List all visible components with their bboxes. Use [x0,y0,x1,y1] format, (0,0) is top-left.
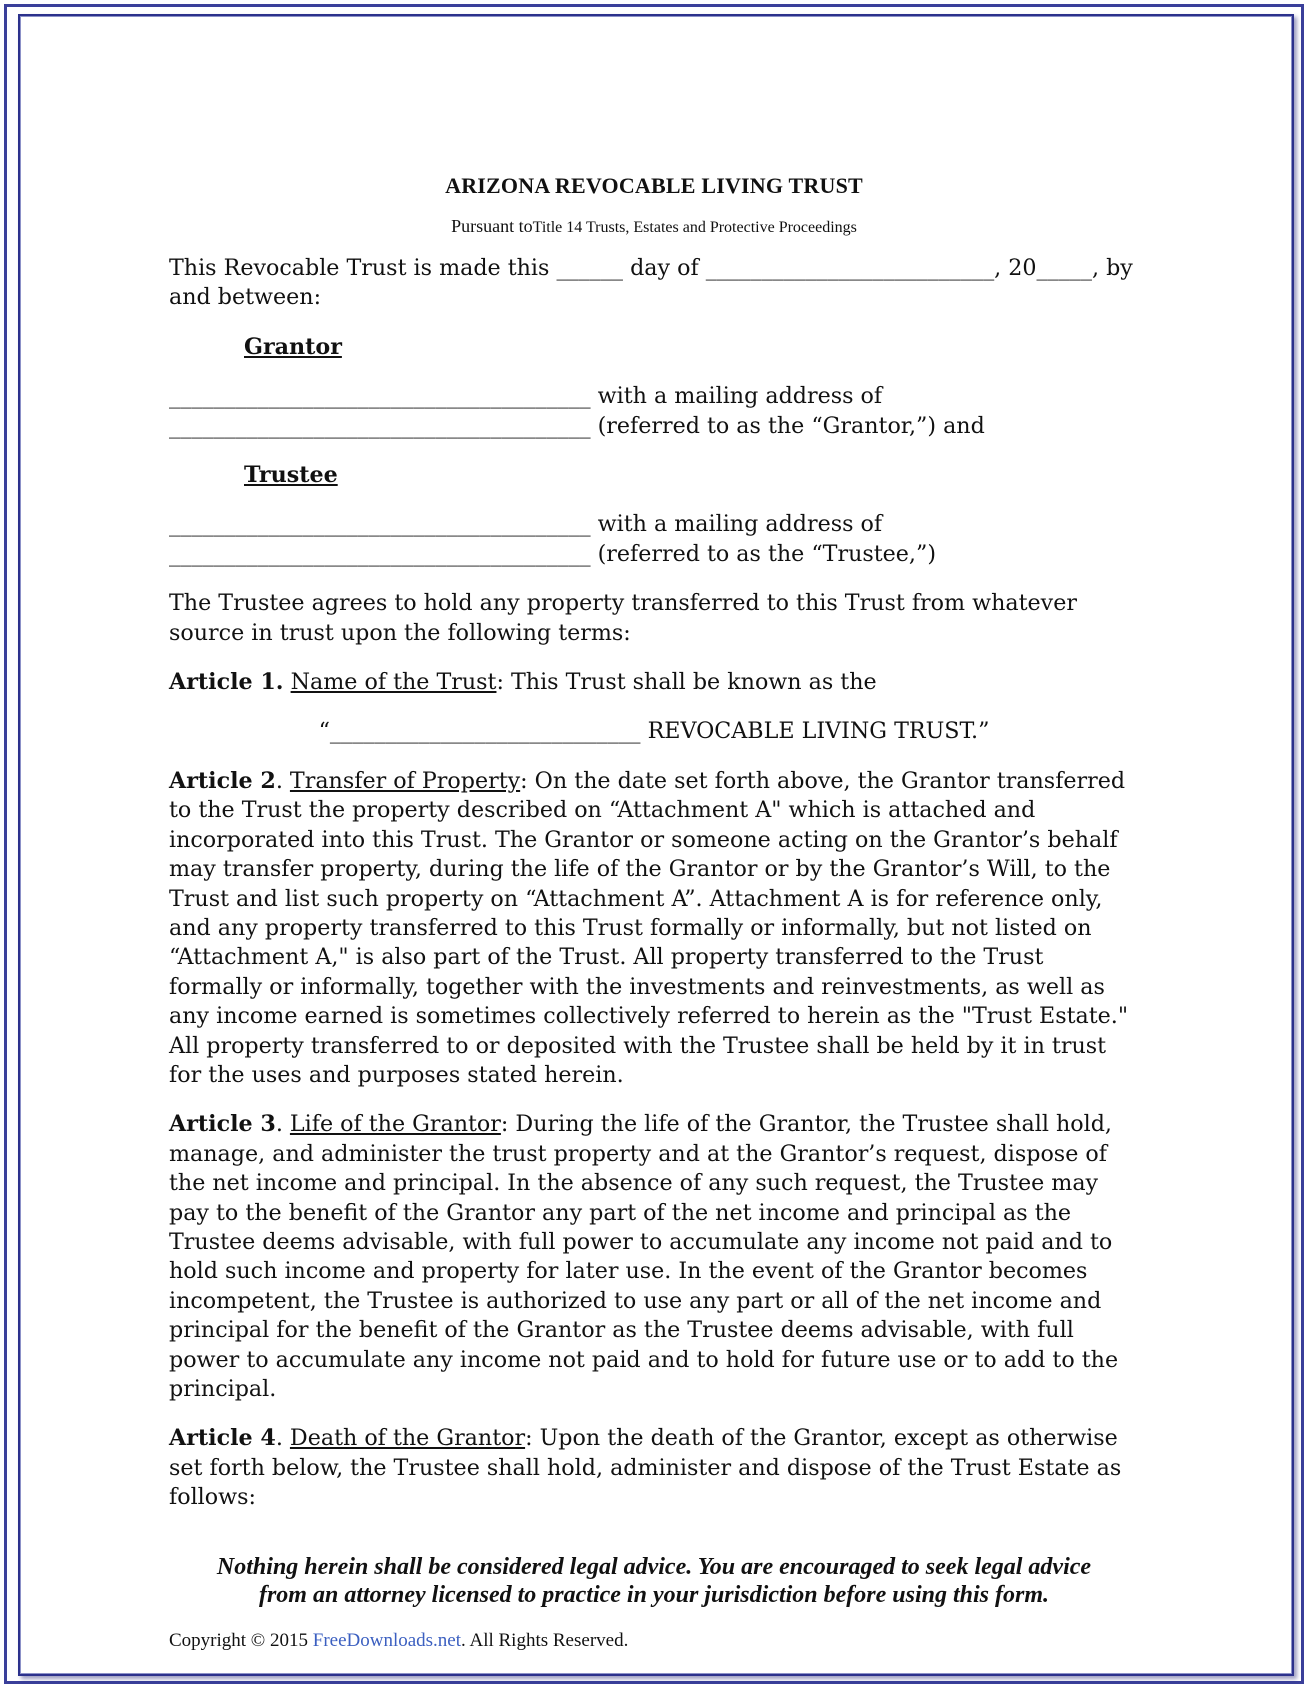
article-3-text: : During the life of the Grantor, the Trustee shall hold, manage, and administer the trust property and at the Grantor’s request, dispose of the net income and principal. In the absence of any such request, the Trustee may pay to the benefit of the Grantor any part of the net income and principal as the Trustee deems advisable, with full power to accumulate any income not paid and to hold such income and property for later use. In the event of the Grantor becomes incompetent, the Trustee is authorized to use any part or all of the net income and principal for the benefit of the Grantor as the Trustee deems advisable, with full power to accumulate any income not paid and to hold for future use or to add to the principal. [169,1111,1119,1402]
trust-name-line: “____________________________ REVOCABLE LIVING TRUST.” [318,718,990,745]
copyright-tail: . All Rights Reserved. [461,1629,629,1651]
article-2: Article 2. Transfer of Property: On the date set forth above, the Grantor transferred to the Trust the property described on “Attachment A" which is attached and incorporated into this Trust. The Grantor or someone acting on the Grantor’s behalf may transfer property, during the life of the Grantor or by the Grantor’s Will, to the Trust and list such property on “Attachment A”. Attachment A is for reference only, and any property transferred to this Trust formally or informally, but not listed on “Attachment A," is also part of the Trust. All property transferred to the Trust formally or informally, together with the investments and reinvestments, as well as any income earned is sometimes collectively referred to herein as the "Trust Estate." All property transferred to or deposited with the Trustee shall be held by it in trust for the uses and purposes stated herein. [169,767,1129,1088]
copyright-notice [169,1629,1139,1653]
document-title: ARIZONA REVOCABLE LIVING TRUST [445,173,863,198]
agreement-paragraph: The Trustee agrees to hold any property transferred to this Trust from whatever source in trust upon the following terms: [169,590,1077,646]
grantor-line: ______________________________________ with a mailing address of ______________________________________ (referred to as the “Grantor,”) and [169,383,985,439]
article-1 [169,668,1139,697]
article-2-label: Article 2 [169,767,276,794]
article-4-title: Death of the Grantor [289,1425,526,1452]
grantor-heading: Grantor [244,333,342,360]
article-1-title: Name of the Trust [290,669,497,696]
subtitle-rest: Title 14 Trusts, Estates and Protective Proceedings [532,219,857,236]
subtitle-lead: Pursuant to [451,216,533,236]
article-2-text: : On the date set forth above, the Grantor transferred to the Trust the property described on “Attachment A" which is attached and incorporated into this Trust. The Grantor or someone acting on the Grantor’s behalf may transfer property, during the life of the Grantor or by the Grantor’s Will, to the Trust and list such property on “Attachment A”. Attachment A is for reference only, and any property transferred to this Trust formally or informally, but not listed on “Attachment A," is also part of the Trust. All property transferred to the Trust formally or informally, together with the investments and reinvestments, as well as any income earned is sometimes collectively referred to herein as the "Trust Estate." All property transferred to or deposited with the Trustee shall be held by it in trust for the uses and purposes stated herein. [169,767,1129,1088]
copyright-lead: Copyright © 2015 [169,1629,313,1651]
disclaimer-line-2: from an attorney licensed to practice in your jurisdiction before using this form. [258,1581,1050,1608]
disclaimer-line-1: Nothing herein shall be considered legal advice. You are encouraged to seek legal advice [216,1553,1092,1580]
document-body [169,168,1139,1653]
trustee-heading: Trustee [244,462,338,489]
article-4-label: Article 4 [169,1425,276,1452]
article-3-label: Article 3 [169,1111,276,1138]
article-3: Article 3. Life of the Grantor: During the life of the Grantor, the Trustee shall hold, manage, and administer the trust property and at the Grantor’s request, dispose of the net income and principal. In the absence of any such request, the Trustee may pay to the benefit of the Grantor any part of the net income and principal as the Trustee deems advisable, with full power to accumulate any income not paid and to hold such income and property for later use. In the event of the Grantor becomes incompetent, the Trustee is authorized to use any part or all of the net income and principal for the benefit of the Grantor as the Trustee deems advisable, with full power to accumulate any income not paid and to hold for future use or to add to the principal. [169,1111,1119,1402]
intro-paragraph: This Revocable Trust is made this ______ day of __________________________, 20_____, by and between: [169,255,1133,311]
article-1-text: : This Trust shall be known as the [496,669,877,696]
article-4: Article 4. Death of the Grantor: Upon the death of the Grantor, except as otherwise set forth below, the Trustee shall hold, administer and dispose of the Trust Estate as follows: [169,1425,1122,1511]
article-4-text: : Upon the death of the Grantor, except as otherwise set forth below, the Trustee shall hold, administer and dispose of the Trust Estate as follows: [169,1425,1122,1511]
article-1-label: Article 1. [169,669,284,696]
document-subtitle [169,214,1139,240]
freedownloads-link[interactable]: FreeDownloads.net [312,1629,462,1651]
legal-disclaimer [169,1553,1139,1609]
article-2-title: Transfer of Property [289,767,521,794]
article-3-title: Life of the Grantor [289,1111,501,1138]
trustee-line: ______________________________________ with a mailing address of ______________________________________ (referred to as the “Trustee,”) [169,511,936,567]
